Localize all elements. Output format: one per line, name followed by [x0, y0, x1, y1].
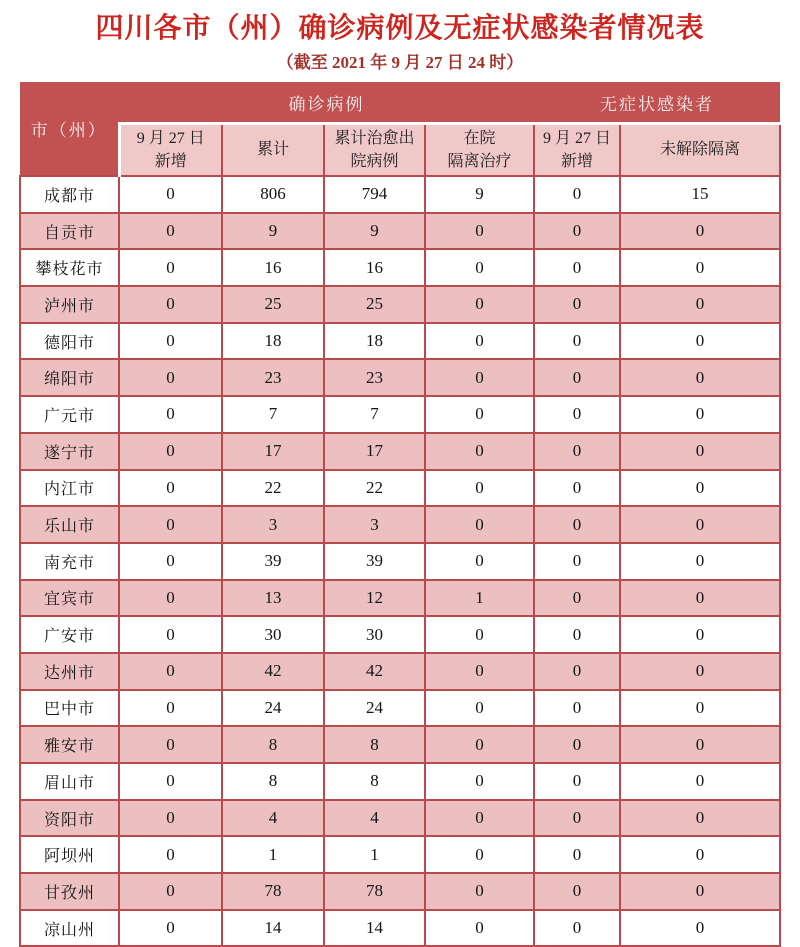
value-cell: 0	[119, 470, 222, 507]
value-cell: 0	[119, 506, 222, 543]
value-cell: 0	[425, 836, 534, 873]
group-header-asymptomatic: 无症状感染者	[534, 82, 780, 124]
region-name: 自贡市	[20, 213, 119, 250]
value-cell: 0	[119, 176, 222, 213]
value-cell: 0	[425, 690, 534, 727]
table-row	[20, 800, 780, 837]
region-name: 资阳市	[20, 800, 119, 837]
column-header-new-asymptomatic	[534, 124, 620, 177]
value-cell: 0	[425, 910, 534, 947]
value-cell: 24	[324, 690, 425, 727]
table-row	[20, 470, 780, 507]
value-cell: 0	[119, 726, 222, 763]
region-name: 凉山州	[20, 910, 119, 947]
column-header-line: 未解除隔离	[659, 141, 740, 159]
value-cell: 22	[222, 470, 324, 507]
cases-table	[19, 82, 781, 947]
column-header-line: 隔离治疗	[447, 153, 512, 170]
value-cell: 0	[620, 213, 780, 250]
value-cell: 1	[425, 580, 534, 617]
table-row	[20, 836, 780, 873]
region-name: 眉山市	[20, 763, 119, 800]
value-cell: 0	[425, 213, 534, 250]
region-name: 攀枝花市	[20, 249, 119, 286]
table-row	[20, 910, 780, 947]
table-row	[20, 726, 780, 763]
value-cell: 0	[425, 323, 534, 360]
value-cell: 0	[620, 470, 780, 507]
table-row	[20, 506, 780, 543]
value-cell: 23	[222, 359, 324, 396]
column-header-line: 9 月 27 日	[542, 129, 611, 147]
value-cell: 0	[119, 690, 222, 727]
region-name: 遂宁市	[20, 433, 119, 470]
value-cell: 0	[620, 580, 780, 617]
region-name: 泸州市	[20, 286, 119, 323]
table-row	[20, 433, 780, 470]
value-cell: 0	[620, 323, 780, 360]
value-cell: 22	[324, 470, 425, 507]
column-header-line: 院病例	[350, 153, 399, 170]
value-cell: 0	[620, 543, 780, 580]
value-cell: 8	[324, 726, 425, 763]
region-name: 乐山市	[20, 506, 119, 543]
value-cell: 0	[425, 249, 534, 286]
region-name: 达州市	[20, 653, 119, 690]
value-cell: 1	[324, 836, 425, 873]
value-cell: 0	[119, 616, 222, 653]
value-cell: 9	[324, 213, 425, 250]
region-name: 广安市	[20, 616, 119, 653]
table-row	[20, 690, 780, 727]
value-cell: 0	[620, 653, 780, 690]
value-cell: 18	[222, 323, 324, 360]
value-cell: 0	[119, 396, 222, 433]
value-cell: 25	[222, 286, 324, 323]
column-header-region: 市（州）	[20, 82, 119, 176]
value-cell: 0	[620, 286, 780, 323]
value-cell: 39	[324, 543, 425, 580]
value-cell: 0	[534, 176, 620, 213]
value-cell: 0	[119, 910, 222, 947]
value-cell: 0	[119, 836, 222, 873]
region-name: 南充市	[20, 543, 119, 580]
value-cell: 42	[222, 653, 324, 690]
column-header-line: 新增	[560, 153, 593, 170]
value-cell: 16	[222, 249, 324, 286]
value-cell: 0	[119, 543, 222, 580]
value-cell: 0	[534, 323, 620, 360]
value-cell: 0	[425, 763, 534, 800]
value-cell: 0	[534, 470, 620, 507]
value-cell: 0	[534, 213, 620, 250]
value-cell: 0	[534, 433, 620, 470]
value-cell: 0	[620, 506, 780, 543]
value-cell: 0	[425, 543, 534, 580]
table-row	[20, 873, 780, 910]
value-cell: 3	[222, 506, 324, 543]
value-cell: 0	[534, 836, 620, 873]
column-header-cured-discharged	[324, 124, 425, 177]
value-cell: 8	[222, 726, 324, 763]
value-cell: 30	[324, 616, 425, 653]
value-cell: 25	[324, 286, 425, 323]
region-name: 德阳市	[20, 323, 119, 360]
value-cell: 0	[620, 763, 780, 800]
column-header-line: 累计治愈出	[334, 129, 415, 147]
region-name: 巴中市	[20, 690, 119, 727]
value-cell: 16	[324, 249, 425, 286]
value-cell: 39	[222, 543, 324, 580]
value-cell: 0	[119, 433, 222, 470]
group-header-confirmed-cases: 确诊病例	[119, 82, 534, 124]
value-cell: 0	[425, 653, 534, 690]
value-cell: 0	[534, 249, 620, 286]
value-cell: 0	[119, 359, 222, 396]
value-cell: 14	[324, 910, 425, 947]
table-row	[20, 176, 780, 213]
value-cell: 23	[324, 359, 425, 396]
value-cell: 3	[324, 506, 425, 543]
value-cell: 0	[425, 726, 534, 763]
value-cell: 1	[222, 836, 324, 873]
region-name: 阿坝州	[20, 836, 119, 873]
value-cell: 0	[620, 726, 780, 763]
region-name: 宜宾市	[20, 580, 119, 617]
value-cell: 15	[620, 176, 780, 213]
page	[0, 6, 800, 947]
value-cell: 0	[119, 653, 222, 690]
value-cell: 0	[119, 286, 222, 323]
table-row	[20, 323, 780, 360]
table-row	[20, 580, 780, 617]
table-row	[20, 396, 780, 433]
value-cell: 0	[425, 359, 534, 396]
value-cell: 0	[425, 286, 534, 323]
column-header-in-hospital-isolation	[425, 124, 534, 177]
value-cell: 0	[620, 800, 780, 837]
region-name: 雅安市	[20, 726, 119, 763]
table-row	[20, 359, 780, 396]
value-cell: 18	[324, 323, 425, 360]
value-cell: 12	[324, 580, 425, 617]
value-cell: 0	[119, 213, 222, 250]
value-cell: 0	[425, 433, 534, 470]
region-name: 成都市	[20, 176, 119, 213]
value-cell: 0	[119, 800, 222, 837]
sub-header-row	[20, 124, 780, 177]
value-cell: 0	[534, 286, 620, 323]
value-cell: 30	[222, 616, 324, 653]
value-cell: 0	[534, 506, 620, 543]
value-cell: 0	[425, 470, 534, 507]
column-header-line: 累计	[256, 141, 289, 159]
value-cell: 0	[534, 653, 620, 690]
value-cell: 0	[620, 836, 780, 873]
value-cell: 0	[534, 396, 620, 433]
value-cell: 0	[620, 616, 780, 653]
value-cell: 78	[222, 873, 324, 910]
page-title: 四川各市（州）确诊病例及无症状感染者情况表	[95, 12, 705, 43]
value-cell: 7	[222, 396, 324, 433]
table-row	[20, 616, 780, 653]
region-name: 甘孜州	[20, 873, 119, 910]
value-cell: 794	[324, 176, 425, 213]
column-header-line: 在院	[463, 129, 496, 147]
value-cell: 0	[119, 323, 222, 360]
table-row	[20, 213, 780, 250]
value-cell: 0	[620, 433, 780, 470]
table-row	[20, 286, 780, 323]
value-cell: 0	[534, 726, 620, 763]
value-cell: 0	[620, 359, 780, 396]
column-header-new-confirmed	[119, 124, 222, 177]
value-cell: 0	[534, 800, 620, 837]
value-cell: 42	[324, 653, 425, 690]
value-cell: 0	[620, 690, 780, 727]
table-header	[20, 82, 780, 176]
value-cell: 0	[119, 249, 222, 286]
value-cell: 9	[222, 213, 324, 250]
value-cell: 8	[222, 763, 324, 800]
table-row	[20, 543, 780, 580]
value-cell: 4	[324, 800, 425, 837]
value-cell: 0	[425, 800, 534, 837]
value-cell: 0	[534, 910, 620, 947]
value-cell: 4	[222, 800, 324, 837]
value-cell: 78	[324, 873, 425, 910]
value-cell: 14	[222, 910, 324, 947]
value-cell: 0	[425, 616, 534, 653]
page-subtitle: （截至 2021 年 9 月 27 日 24 时）	[276, 53, 524, 72]
value-cell: 9	[425, 176, 534, 213]
value-cell: 13	[222, 580, 324, 617]
region-name: 内江市	[20, 470, 119, 507]
group-header-row	[20, 82, 780, 124]
table-row	[20, 763, 780, 800]
value-cell: 0	[534, 873, 620, 910]
column-header-cumulative	[222, 124, 324, 177]
value-cell: 0	[620, 873, 780, 910]
value-cell: 0	[534, 580, 620, 617]
column-header-line: 新增	[154, 153, 187, 170]
column-header-under-isolation	[620, 124, 780, 177]
value-cell: 17	[222, 433, 324, 470]
value-cell: 0	[119, 873, 222, 910]
value-cell: 0	[534, 616, 620, 653]
value-cell: 0	[425, 396, 534, 433]
value-cell: 0	[425, 873, 534, 910]
region-name: 广元市	[20, 396, 119, 433]
column-header-line: 9 月 27 日	[136, 129, 205, 147]
value-cell: 806	[222, 176, 324, 213]
value-cell: 0	[620, 249, 780, 286]
value-cell: 0	[620, 910, 780, 947]
value-cell: 0	[534, 690, 620, 727]
table-row	[20, 653, 780, 690]
value-cell: 7	[324, 396, 425, 433]
table-body	[20, 176, 780, 946]
value-cell: 17	[324, 433, 425, 470]
value-cell: 0	[119, 763, 222, 800]
value-cell: 0	[119, 580, 222, 617]
value-cell: 0	[534, 543, 620, 580]
value-cell: 0	[425, 506, 534, 543]
value-cell: 0	[534, 763, 620, 800]
value-cell: 8	[324, 763, 425, 800]
value-cell: 24	[222, 690, 324, 727]
table-row	[20, 249, 780, 286]
value-cell: 0	[620, 396, 780, 433]
region-name: 绵阳市	[20, 359, 119, 396]
value-cell: 0	[534, 359, 620, 396]
